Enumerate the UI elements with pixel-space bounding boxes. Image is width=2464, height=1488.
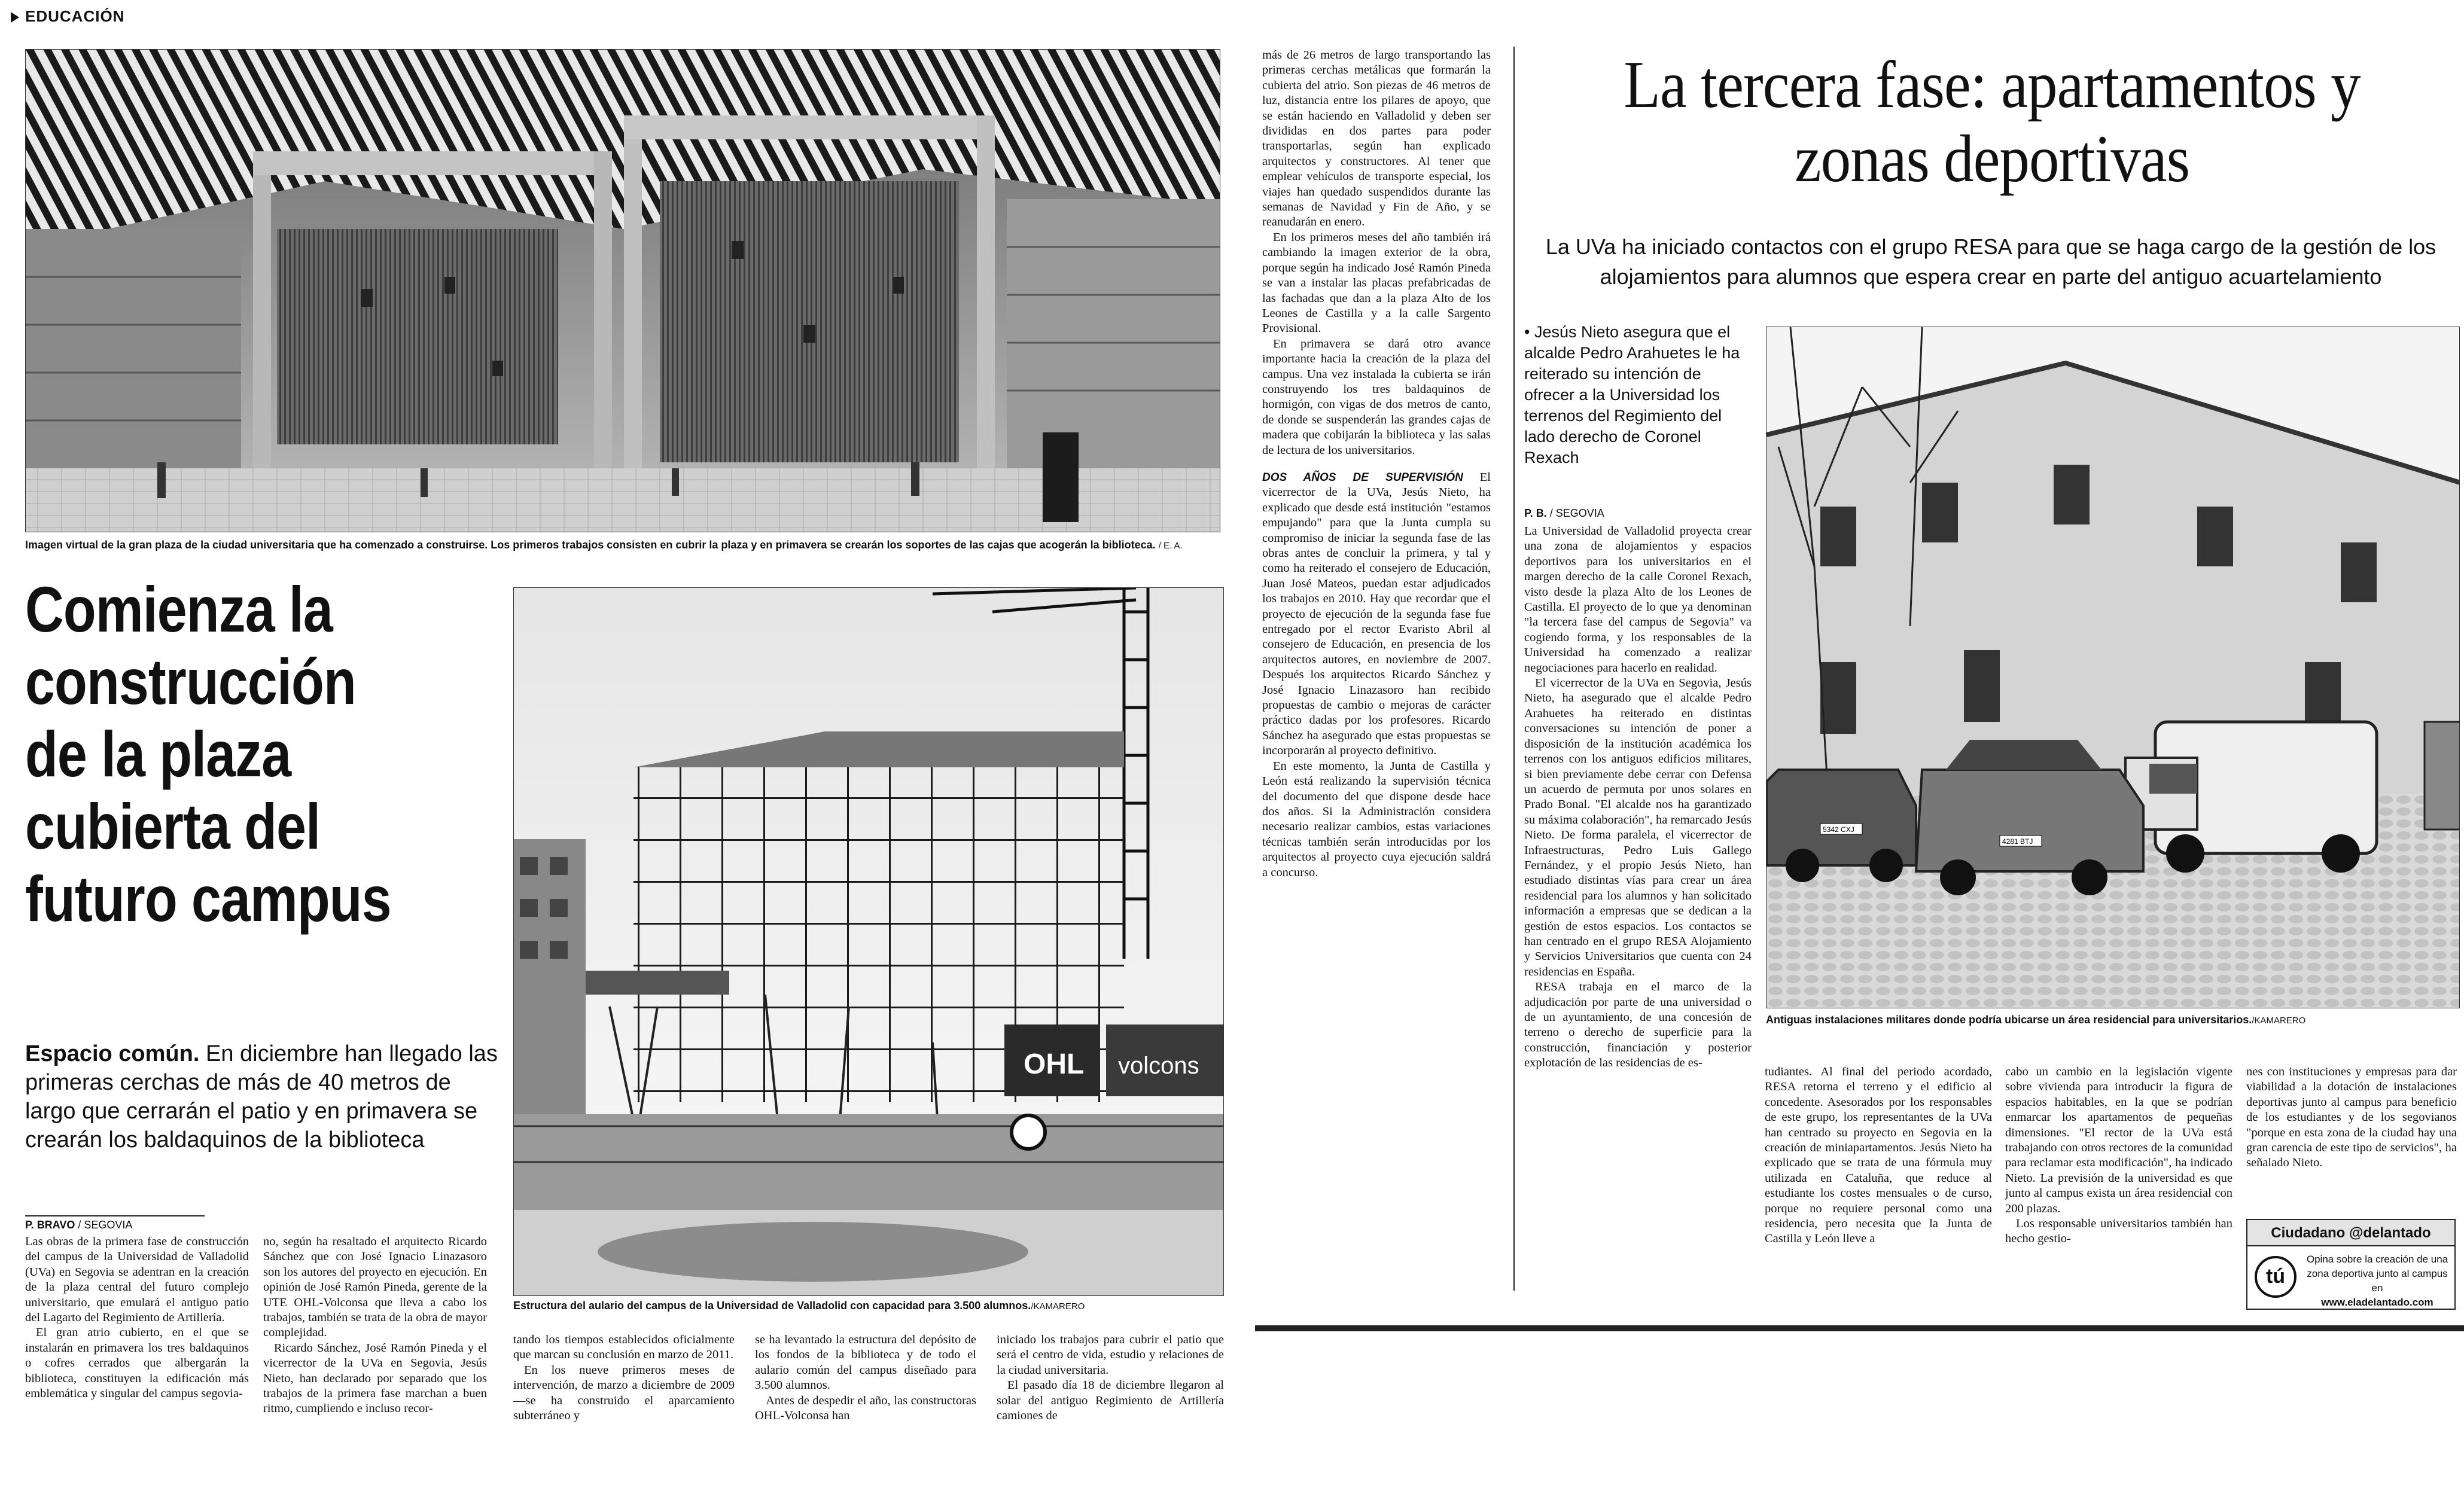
campus-render-photo (25, 49, 1220, 532)
ohl-sign: OHL (1024, 1048, 1085, 1080)
deck-text: En diciembre han llegado las primeras cerchas de más de 40 metros de largo que cerrarán el patio y en primavera se crearán los baldaquinos de la biblioteca (25, 1041, 498, 1152)
left-col-4: se ha levantado la estructura del depósito de los fondos de la biblioteca y de todo el aulario común del campus diseñado para 3.500 alumnos. Antes de despedir el año, las constructoras OHL-Volconsa han (755, 1333, 976, 1423)
construction-photo (513, 587, 1224, 1296)
promo-title: Ciudadano @delantado (2247, 1220, 2454, 1246)
main-headline: Comienza la construcción de la plaza cubierta del futuro campus (25, 573, 391, 935)
top-photo-caption: Imagen virtual de la gran plaza de la ciudad universitaria que ha comenzado a construirse. Los primeros trabajos consisten en cubrir la plaza y en primavera se crearán los soportes de las cajas que acogerán la biblioteca. / E. A. (25, 539, 1183, 551)
tu-logo-icon: tú (2255, 1256, 2297, 1298)
right-col-c: cabo un cambio en la legislación vigente sobre vivienda para introducir la figura de espacios habitables, en la que se podrían enmarcar los apartamentos de pequeñas dimensiones. "El rector de la UVa está trabajando con otros rectores de la comunidad para reclamar esta modificación", ha indicado Nieto. La previsión de la universidad es que junto al campus exista un área residencial con 200 plazas. Los responsable universitarios también han hecho gestio- (2005, 1065, 2232, 1246)
left-col-5: iniciado los trabajos para cubrir el patio que será el centro de vida, estudio y relaciones de la ciudad universitaria. El pasado día 18 de diciembre llegaron al solar del antiguo Regimiento de Artillería camiones de (997, 1333, 1224, 1423)
construction-photo-caption: Estructura del aulario del campus de la Universidad de Valladolid con capacidad para 3.500 alumnos./KAMARERO (513, 1300, 1085, 1312)
barracks-photo-caption: Antiguas instalaciones militares donde podría ubicarse un área residencial para universitarios./KAMARERO (1766, 1014, 2306, 1026)
plate-2: 4281 BTJ (2002, 837, 2033, 846)
promo-url[interactable]: www.eladelantado.com (2321, 1297, 2433, 1308)
right-col-d: nes con instituciones y empresas para dar viabilidad a la dotación de instalaciones deportivas junto al campus para beneficio de los estudiantes y de los segovianos "porque en esta zona de la ciudad hay una gran carencia de este tipo de servicios", ha señalado Nieto. (2246, 1065, 2457, 1170)
section-label: EDUCACIÓN (11, 7, 124, 26)
promo-text: Opina sobre la creación de una zona deportiva junto al campus en www.eladelantado.com (2302, 1252, 2452, 1310)
right-subhead: La UVa ha iniciado contactos con el grupo RESA para que se haga cargo de la gestión de los alojamientos para alumnos que espera crear en parte del antiguo acuartelamiento (1545, 234, 2436, 289)
left-col-1: Las obras de la primera fase de construcción del campus de la Universidad de Valladolid (UVa) en Segovia se adentran en la creación de la plaza central del futuro complejo universitario, que emulará el antiguo patio del Lagarto del Regimiento de Artillería. El gran atrio cubierto, en el que se instalarán en primavera los tres baldaquinos o cofres cerrados que albergarán la biblioteca, constituyen la edificación más emblemática y singular del campus segovia- (25, 1235, 249, 1401)
byline-right: P. B. / SEGOVIA (1524, 507, 1604, 519)
right-headline: La tercera fase: apartamentos y zonas deportivas (1624, 48, 2361, 196)
ciudadano-promo (2246, 1219, 2456, 1310)
left-col-3: tando los tiempos establecidos oficialmente que marcan su conclusión en marzo de 2011. En los nueve primeros meses de intervención, de marzo a diciembre de 2009 —se ha construido el aparcamiento subterráneo y (513, 1333, 735, 1423)
plate-1: 5342 CXJ (1823, 825, 1854, 834)
left-col-6: más de 26 metros de largo transportando las primeras cerchas metálicas que formarán la cubierta del atrio. Son piezas de 46 metros de luz, distancia entre los pilares de apoyo, que se están haciendo en Valladolid y deben ser divididas en dos partes para poder transportarlas, según han explicado arquitectos y constructores. Al tener que emplear vehículos de transporte especial, los viajes han quedado suspendidos durante las semanas de Navidad y Fin de Año, y se reanudarán en enero. En los primeros meses del año también irá cambiando la imagen exterior de la obra, porque según ha indicado José Ramón Pineda se van a instalar las placas prefabricadas de las fachadas que dan a la plaza Alto de los Leones de Castilla y a la calle Sargento Provisional. En primavera se dará otro avance importante hacia la creación de la plaza del campus. Una vez instalada la cubierta se irán construyendo los tres baldaquinos de hormigón, con vigas de dos metros de canto, de donde se suspenderán las grandes cajas de madera que cobijarán la biblioteca y las salas de lectura de los universitarios. DOS AÑOS DE SUPERVISIÓN El vicerrector de la UVa, Jesús Nieto, ha explicado que desde está institución "estamos empujando" para que la Junta cumpla su compromiso de iniciar la segunda fase de las obras antes de concluir la primera, y tal y como ha reiterado el consejero de Educación, Juan José Mateos, puedan estar adjudicados los trabajos en 2010. Hay que recordar que el proyecto de ejecución de la segunda fase fue entregado por el rector Evaristo Abril al consejero de Educación, en presencia de los arquitectos autores, en noviembre de 2007. Después los arquitectos Ricardo Sánchez y José Ignacio Linazasoro han recibido propuestas de cambio o mejoras de carácter práctico dadas por los profesores. Ricardo Sánchez ha asegurado que estas propuestas se incorporarán al proyecto definitivo. En este momento, la Junta de Castilla y León está realizando la supervisión técnica del documento del que dispone desde hace dos años. Si la Administración considera necesario realizar cambios, estas variaciones técnicas también serán introducidas por los arquitectos al proyecto cuya ejecución saldrá a concurso. (1262, 48, 1491, 879)
volconsa-sign: volcons (1118, 1053, 1199, 1079)
deck (25, 1039, 498, 1154)
right-bullet: • Jesús Nieto asegura que el alcalde Pedro Arahuetes le ha reiterado su intención de ofrecer a la Universidad los terrenos del Regimiento del lado derecho de Coronel Rexach (1524, 323, 1740, 466)
byline-left: P. BRAVO / SEGOVIA (25, 1219, 133, 1231)
byline-rule (25, 1215, 205, 1216)
barracks-photo (1766, 327, 2460, 1008)
right-col-b: tudiantes. Al final del periodo acordado, RESA retorna el terreno y el edificio al concedente. Asesorados por los responsables de este grupo, los representantes de la UVa han centrado su proyecto en Segovia en la creación de miniapartamentos. Jesús Nieto ha explicado que se trata de una fórmula muy utilizada en Cataluña, que reduce al estudiante los costes mensuales o de curso, porque no requiere personal como una residencia, pero necesita que la Junta de Castilla y León lleve a (1765, 1065, 1992, 1246)
right-col-a: La Universidad de Valladolid proyecta crear una zona de alojamientos y espacios deportivos para los universitarios en el margen derecho de la calle Coronel Rexach, visto desde la plaza Alto de los Leones de Castilla. El proyecto de lo que ya denominan "la tercera fase del campus de Segovia" va cogiendo forma, y los responsables de la Universidad ha comenzado a realizar negociaciones para hacerlo en realidad. El vicerrector de la UVa en Segovia, Jesús Nieto, ha asegurado que el alcalde Pedro Arahuetes ha reiterado en distintas conversaciones su intención de poner a disposición de la institución académica los terrenos con los antiguos edificios militares, si bien previamente debe cerrar con Defensa un acuerdo de permuta por unos solares en Prado Bonal. "El alcalde nos ha garantizado su máxima colaboración", ha remarcado Jesús Nieto. De forma paralela, el vicerrector de Infraestructuras, Pedro Luis Gallego Fernández, y el propio Jesús Nieto, han estudiado distintas vías para crear un área residencial para los alumnos y han solicitado información a empresas que se dedican a la gestión de estos espacios. Los contactos se han centrado en el grupo RESA Alojamiento y Servicios Universitarios que cuenta con 24 residencias en España. RESA trabaja en el marco de la adjudicación por parte de una universidad o de un ayuntamiento, de una concesión de terreno o derecho de superficie para la construcción, financiación y posterior explotación de las residencias de es- (1524, 525, 1752, 1070)
left-col-2: no, según ha resaltado el arquitecto Ricardo Sánchez que con José Ignacio Linazasoro son los autores del proyecto en ejecución. En opinión de José Ramón Pineda, gerente de la UTE OHL-Volconsa que lleva a cabo los trabajos, también se trata de la obra de mayor complejidad. Ricardo Sánchez, José Ramón Pineda y el vicerrector de la UVa en Segovia, Jesús Nieto, han declarado por separado que los trabajos de la primera fase marchan a buen ritmo, cumpliendo e incluso recor- (263, 1235, 487, 1416)
deck-lead: Espacio común. (25, 1041, 200, 1066)
bottom-rule-right (1255, 1325, 2464, 1331)
triangle-icon (11, 12, 19, 23)
kicker-supervision: DOS AÑOS DE SUPERVISIÓN (1262, 471, 1463, 484)
right-rule-top (1513, 47, 1515, 1291)
